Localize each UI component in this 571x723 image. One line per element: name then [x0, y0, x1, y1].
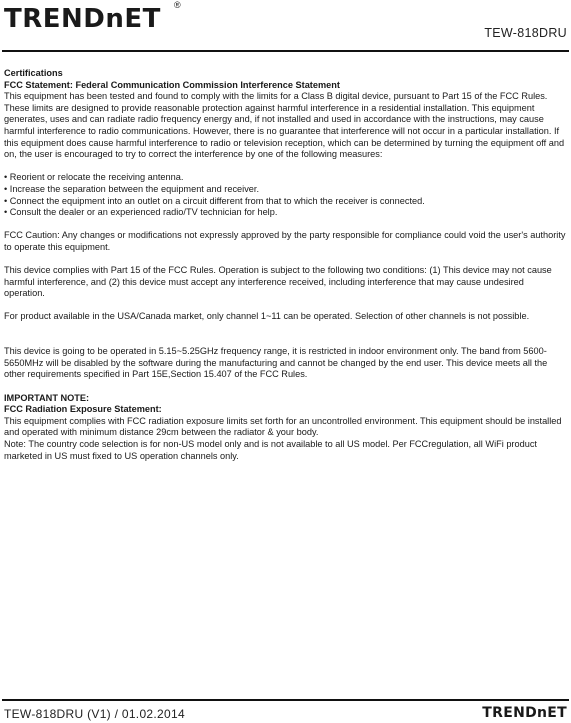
fcc-caution-paragraph: FCC Caution: Any changes or modifications not expressly approved by the party responsible for compliance could void the user's authority to operate this equipment. [4, 230, 566, 252]
document-body [4, 68, 567, 462]
spacer [4, 300, 567, 312]
list-item: • Reorient or relocate the receiving antenna. [4, 172, 184, 183]
footer-trendnet-logo: TRENDnET [482, 705, 567, 721]
model-number: TEW-818DRU [484, 26, 567, 40]
list-item: • Connect the equipment into an outlet on a circuit different from that to which the receiver is connected. [4, 195, 425, 206]
spacer [4, 323, 567, 346]
part15-paragraph: This device complies with Part 15 of the FCC Rules. Operation is subject to the following two conditions: (1) This device may not cause harmful interference, and (2) this device must accept any interference received, including interference that may cause undesired operation. [4, 265, 552, 299]
footer-version-date: TEW-818DRU (V1) / 01.02.2014 [4, 707, 185, 721]
section-title-certifications: Certifications [4, 68, 63, 78]
usa-channel-paragraph: For product available in the USA/Canada market, only channel 1~11 can be operated. Selection of other channels is not possible. [4, 311, 530, 322]
list-item: • Consult the dealer or an experienced radio/TV technician for help. [4, 207, 278, 218]
frequency-range-paragraph: This device is going to be operated in 5.15~5.25GHz frequency range, it is restricted in indoor environment only. The band from 5600-5650MHz will be disabled by the software during the manufacturing and cannot be changed by the end user. This device meets all the other requirements specified in Part 15E,Section 15.407 of the FCC Rules. [4, 346, 548, 380]
important-note-heading: IMPORTANT NOTE: [4, 392, 90, 403]
list-item: • Increase the separation between the equipment and receiver. [4, 183, 260, 194]
registered-mark: ® [174, 0, 181, 10]
trendnet-logo: TRENDnET [4, 4, 161, 34]
spacer [4, 254, 567, 266]
fcc-statement-paragraph: This equipment has been tested and found to comply with the limits for a Class B digital device, pursuant to Part 15 of the FCC Rules. These limits are designed to provide reasonable protection against harmful interference in a residential installation. This equipment generates, uses and can radiate radio frequency energy and, if not installed and used in accordance with the instructions, may cause harmful interference to radio communications. However, there is no guarantee that interference will not occur in a particular installation. If this equipment does cause harmful interference to radio or television reception, which can be determined by turning the equipment off and on, the user is encouraged to try to correct the interference by one of the following measures: [4, 91, 565, 160]
page-header [0, 0, 571, 52]
fcc-statement-title: FCC Statement: Federal Communication Commission Interference Statement [4, 79, 340, 90]
spacer [4, 381, 567, 393]
radiation-exposure-title: FCC Radiation Exposure Statement: [4, 404, 162, 415]
country-code-note-paragraph: Note: The country code selection is for non-US model only and is not available to all US model. Per FCCregulation, all WiFi product marketed in US must fixed to US operation channels only. [4, 439, 537, 461]
header-divider [2, 50, 569, 52]
radiation-exposure-paragraph: This equipment complies with FCC radiation exposure limits set forth for an uncontrolled environment. This equipment should be installed and operated with minimum distance 29cm between the radiator & your body. [4, 415, 562, 438]
spacer [4, 219, 567, 231]
footer-divider [2, 699, 569, 701]
spacer [4, 161, 567, 173]
